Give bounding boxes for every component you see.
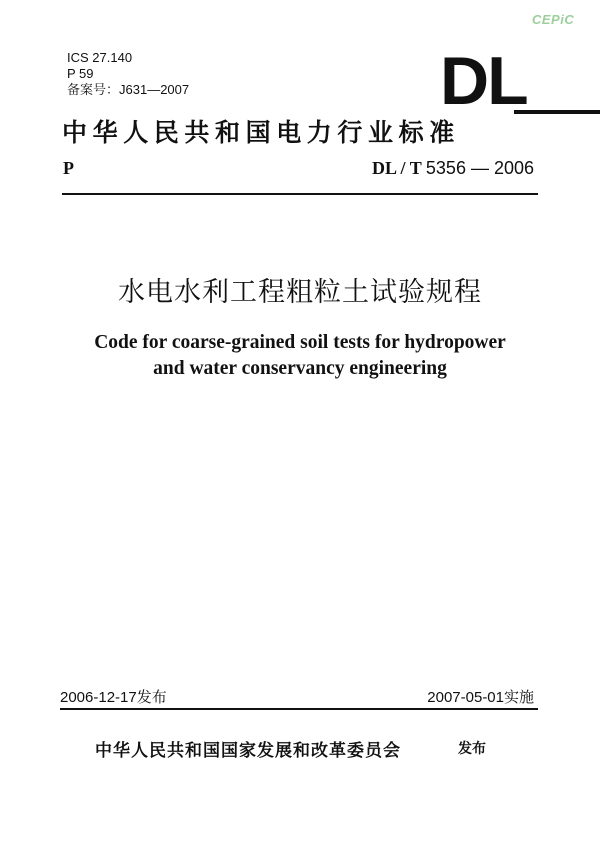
- publish-date: 2006-12-17发布: [60, 689, 167, 706]
- publish-label: 发布: [458, 741, 486, 757]
- ccs-code: P 59: [67, 66, 94, 81]
- record-number: 备案号：J631—2007: [67, 82, 190, 97]
- document-title-english: [0, 330, 600, 382]
- standard-number-prefix: DL / T: [372, 158, 426, 178]
- ics-code: ICS 27.140: [67, 50, 133, 65]
- dl-logo-text: DL: [440, 43, 527, 119]
- standard-number-value: 5356 — 2006: [425, 158, 534, 178]
- implementation-date: 2007-05-01实施: [427, 689, 534, 706]
- dl-logo: [440, 43, 600, 119]
- english-title-line-1: Code for coarse-grained soil tests for hydropower: [94, 332, 506, 353]
- publisher-name: 中华人民共和国国家发展和改革委员会: [95, 741, 401, 761]
- cepic-watermark: CEPiC: [532, 12, 575, 27]
- document-title-chinese: 水电水利工程粗粒土试验规程: [118, 277, 482, 308]
- standard-number: [372, 158, 534, 179]
- english-title-line-2: and water conservancy engineering: [153, 358, 447, 379]
- header-divider: [62, 193, 538, 195]
- classification-letter: P: [63, 158, 74, 178]
- footer-divider: [60, 708, 538, 710]
- industry-standard-title: 中华人民共和国电力行业标准: [62, 118, 460, 147]
